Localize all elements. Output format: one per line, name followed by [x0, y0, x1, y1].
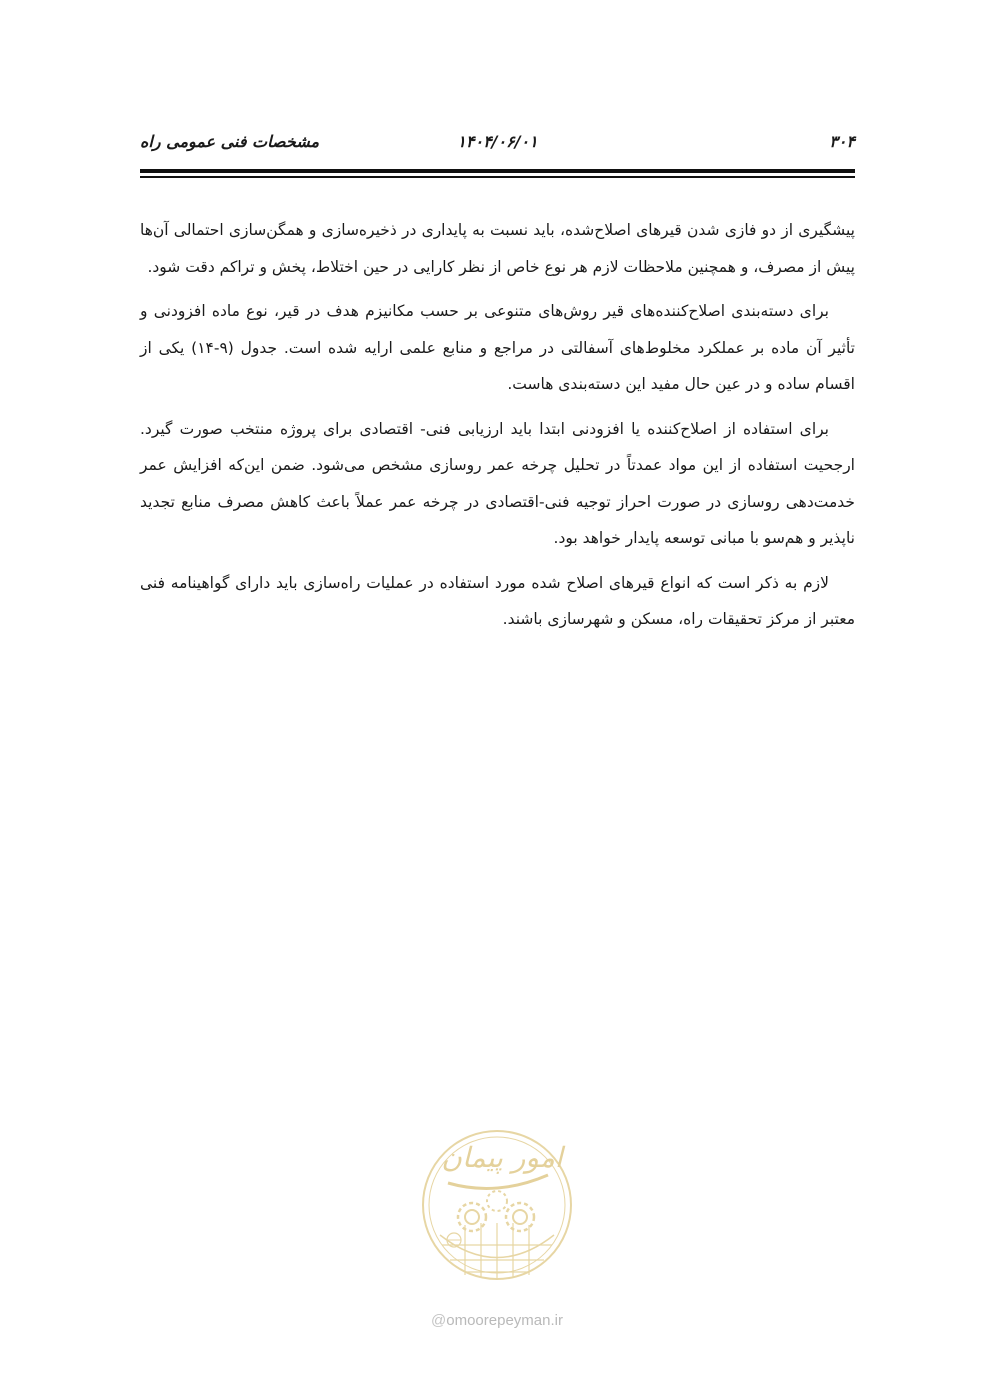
page-number: ۳۰۴ — [829, 132, 855, 151]
paragraph-3: برای استفاده از اصلاح‌کننده یا افزودنی ابتدا باید ارزیابی فنی- اقتصادی برای پروژه منتخب صورت گیرد. ارجحیت استفاده از این مواد عمدتاً در تحلیل چرخه عمر روسازی مشخص می‌شود. ضمن این‌که افزایش عمر خدمت‌دهی روسازی در صورت احراز توجیه فنی-اقتصادی در چرخه عمر عملاً باعث کاهش مصرف منابع تجدید ناپذیر و هم‌سو با مبانی توسعه پایدار خواهد بود. — [140, 419, 855, 547]
paragraph-2: برای دسته‌بندی اصلاح‌کننده‌های قیر روش‌های متنوعی بر حسب مکانیزم هدف در قیر، نوع ماده افزودنی و تأثیر آن ماده بر عملکرد مخلوط‌های آسفالتی در مراجع و منابع علمی ارایه شده است. جدول (۹-۱۴) یکی از اقسام ساده و در عین حال مفید این دسته‌بندی هاست. — [140, 302, 855, 393]
watermark-url: omoorepeyman.ir — [446, 1312, 563, 1329]
header-rule-thin — [140, 176, 855, 178]
at-icon: @ — [431, 1312, 447, 1329]
body-text — [140, 212, 855, 646]
watermark-caption — [396, 1312, 598, 1329]
paragraph-4: لازم به ذکر است که انواع قیرهای اصلاح شده مورد استفاده در عملیات راه‌سازی باید دارای گواهینامه فنی معتبر از مرکز تحقیقات راه، مسکن و شهرسازی باشند. — [140, 573, 855, 628]
watermark-seal-logo — [420, 1105, 574, 1305]
header-date: ۱۴۰۴/۰۶/۰۱ — [457, 132, 538, 151]
running-header — [140, 130, 855, 160]
header-rule-thick — [140, 169, 855, 173]
paragraph-1: پیشگیری از دو فازی شدن قیرهای اصلاح‌شده، باید نسبت به پایداری در ذخیره‌سازی و همگن‌سازی احتمالی آن‌ها پیش از مصرف، و همچنین ملاحظات لازم هر نوع خاص از نظر کارایی در حین اختلاط، پخش و تراکم دقت شود. — [140, 221, 855, 276]
seal-lettering: امور پیمان — [441, 1141, 563, 1174]
document-title: مشخصات فنی عمومی راه — [140, 132, 320, 151]
